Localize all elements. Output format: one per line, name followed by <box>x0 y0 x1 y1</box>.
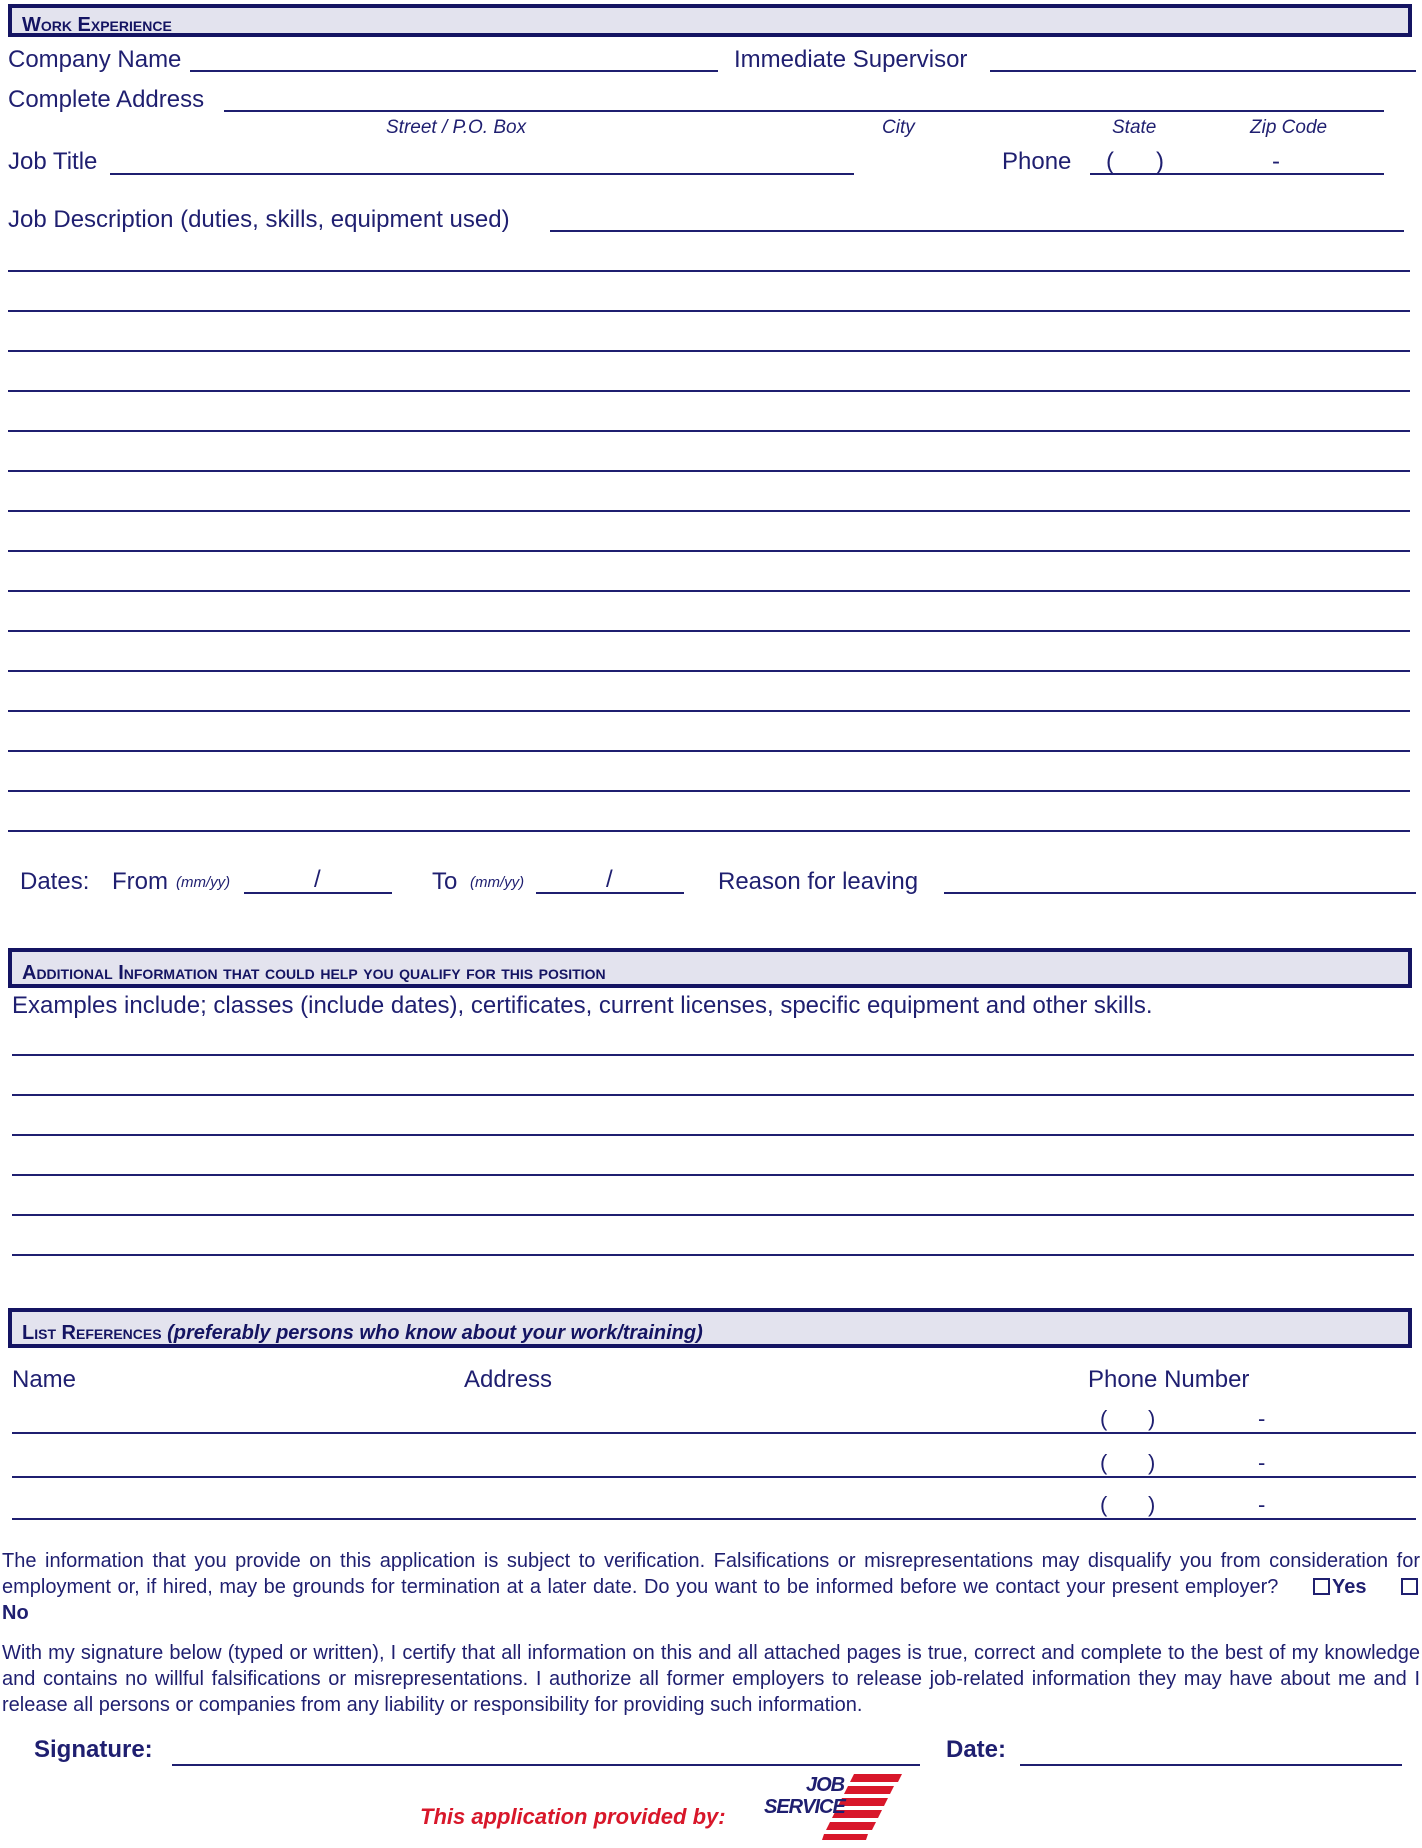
job-description-line[interactable] <box>8 830 1410 832</box>
from-slash: / <box>314 866 321 893</box>
reference-phone-mark: ) <box>1148 1492 1156 1517</box>
logo-text-service: SERVICE <box>764 1796 845 1818</box>
street-hint: Street / P.O. Box <box>386 117 527 138</box>
references-title: List References <box>22 1322 162 1344</box>
phone-field[interactable] <box>1090 173 1384 175</box>
additional-info-line[interactable] <box>12 1094 1414 1096</box>
reference-phone-mark: ( <box>1100 1450 1108 1475</box>
additional-info-title: Additional Information that could help you qualify for this position <box>22 962 606 984</box>
job-description-line[interactable] <box>8 790 1410 792</box>
reference-phone-mark: - <box>1258 1492 1266 1517</box>
additional-info-examples: Examples include; classes (include dates), certificates, current licenses, specific equipment and other skills. <box>12 992 1153 1019</box>
dates-label: Dates: <box>20 868 90 895</box>
job-description-line[interactable] <box>8 710 1410 712</box>
reference-line[interactable] <box>12 1518 1416 1520</box>
job-description-line[interactable] <box>8 510 1410 512</box>
additional-info-line[interactable] <box>12 1254 1414 1256</box>
work-experience-header <box>8 4 1412 37</box>
phone-label: Phone <box>1002 148 1072 175</box>
company-name-label: Company Name <box>8 46 182 73</box>
job-description-line[interactable] <box>8 390 1410 392</box>
reference-phone-mark: ) <box>1148 1406 1156 1431</box>
from-label: From <box>112 868 168 895</box>
reference-phone-mark: - <box>1258 1450 1266 1475</box>
from-format-hint: (mm/yy) <box>176 874 231 891</box>
job-description-label: Job Description (duties, skills, equipment used) <box>8 206 510 233</box>
to-label: To <box>432 868 458 895</box>
job-description-line[interactable] <box>8 310 1410 312</box>
company-name-field[interactable] <box>190 70 718 72</box>
reference-phone-mark: ) <box>1148 1450 1156 1475</box>
additional-info-header <box>8 948 1412 988</box>
job-description-line[interactable] <box>8 470 1410 472</box>
yes-checkbox[interactable] <box>1313 1578 1330 1595</box>
logo-text-job: JOB <box>806 1774 845 1796</box>
reference-line[interactable] <box>12 1476 1416 1478</box>
reference-phone-mark: ( <box>1100 1406 1108 1431</box>
state-hint: State <box>1112 117 1157 138</box>
ref-address-column: Address <box>464 1366 553 1393</box>
supervisor-label: Immediate Supervisor <box>734 46 968 73</box>
additional-info-line[interactable] <box>12 1134 1414 1136</box>
to-slash: / <box>606 866 613 893</box>
reference-line[interactable] <box>12 1432 1416 1434</box>
job-description-line[interactable] <box>8 630 1410 632</box>
phone-dash: - <box>1272 148 1280 175</box>
work-experience-title: Work Experience <box>22 14 172 36</box>
job-description-line[interactable] <box>8 550 1410 552</box>
job-description-line[interactable] <box>8 430 1410 432</box>
signature-field[interactable] <box>172 1764 920 1766</box>
supervisor-field[interactable] <box>990 70 1416 72</box>
reason-label: Reason for leaving <box>718 868 919 895</box>
certification-paragraph: With my signature below (typed or written), I certify that all information on this and all attached pages is true, correct and complete to the best of my knowledge and contains no willful falsifications or misrepresentations. I authorize all former employers to release job-related information they may have about me and I release all persons or companies from any liability or responsibility for providing such information. <box>2 1642 1420 1716</box>
additional-info-line[interactable] <box>12 1054 1414 1056</box>
disclaimer-text: The information that you provide on this application is subject to verification. Falsifications or misrepresentations may disqualify you from consideration for employment or, if hired, may be grounds for termination at a later date. Do you want to be informed before we contact your present employer? <box>2 1550 1420 1598</box>
job-description-line[interactable] <box>8 350 1410 352</box>
city-hint: City <box>882 117 915 138</box>
date-field[interactable] <box>1020 1764 1402 1766</box>
ref-name-column: Name <box>12 1366 77 1393</box>
to-format-hint: (mm/yy) <box>470 874 525 891</box>
additional-info-line[interactable] <box>12 1174 1414 1176</box>
address-field[interactable] <box>224 110 1384 112</box>
no-checkbox[interactable] <box>1401 1578 1418 1595</box>
job-description-line[interactable] <box>8 670 1410 672</box>
provided-by-text: This application provided by: <box>420 1804 726 1829</box>
phone-paren-open: ( <box>1106 148 1114 175</box>
reason-field[interactable] <box>944 892 1416 894</box>
job-description-line[interactable] <box>8 270 1410 272</box>
job-description-line[interactable] <box>8 750 1410 752</box>
job-service-logo <box>762 1772 902 1842</box>
additional-info-line[interactable] <box>12 1214 1414 1216</box>
disclaimer-paragraph <box>2 1548 1420 1626</box>
reference-phone-mark: - <box>1258 1406 1266 1431</box>
references-subtitle: (preferably persons who know about your work/training) <box>167 1322 703 1344</box>
date-label: Date: <box>946 1736 1007 1763</box>
job-description-line[interactable] <box>8 590 1410 592</box>
yes-label: Yes <box>1331 1576 1367 1598</box>
signature-label: Signature: <box>34 1736 153 1763</box>
job-title-label: Job Title <box>8 148 98 175</box>
job-description-field[interactable] <box>550 230 1404 232</box>
zip-hint: Zip Code <box>1250 117 1328 138</box>
phone-paren-close: ) <box>1156 148 1164 175</box>
job-title-field[interactable] <box>110 173 854 175</box>
reference-phone-mark: ( <box>1100 1492 1108 1517</box>
references-header <box>8 1308 1412 1348</box>
no-label: No <box>2 1602 29 1624</box>
ref-phone-column: Phone Number <box>1088 1366 1250 1393</box>
address-label: Complete Address <box>8 86 205 113</box>
